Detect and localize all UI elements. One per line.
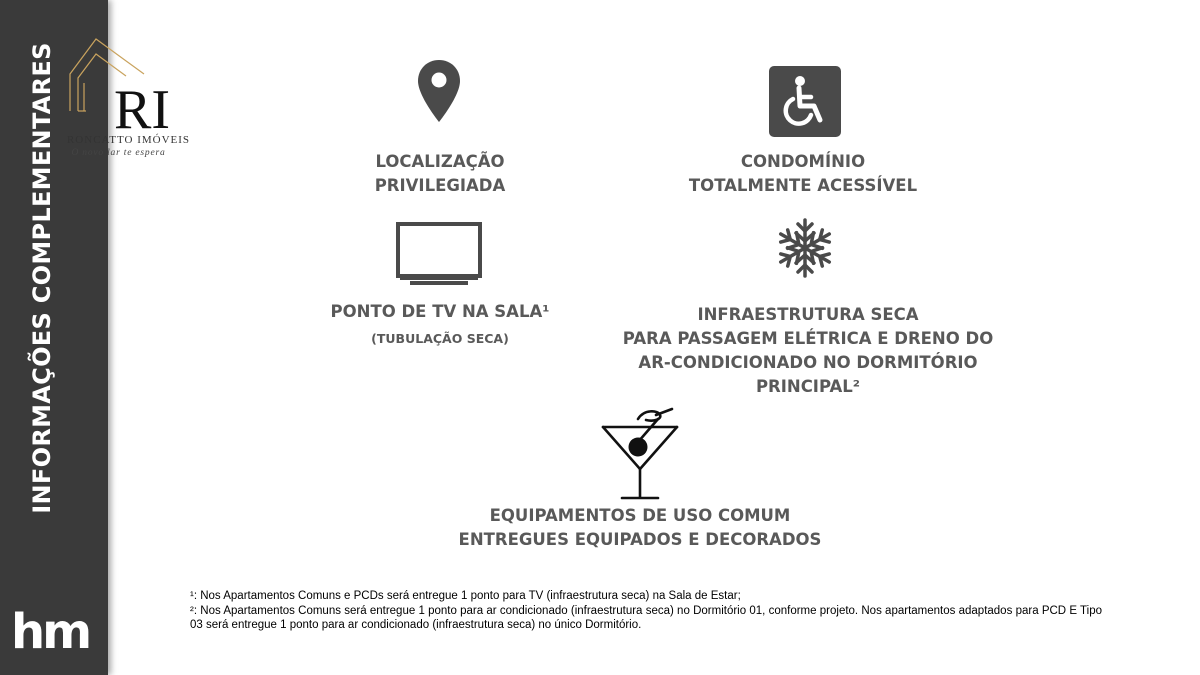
feature-location-label: LOCALIZAÇÃO PRIVILEGIADA — [374, 152, 506, 195]
sidebar-title: INFORMAÇÕES COMPLEMENTARES — [28, 42, 56, 514]
brand-logo — [56, 36, 206, 166]
brand-name: RONCATTO IMÓVEIS — [66, 134, 191, 146]
brand-monogram-text: RI — [114, 79, 170, 136]
brand-monogram — [56, 36, 206, 136]
footnote-2: ²: Nos Apartamentos Comuns será entregue 1 ponto para ar condicionado (infraestrutura seca) no Dormitório 01, conforme projeto. Nos apartamentos adaptados para PCD E Tipo 03 será entregue 1 ponto para ar condicionado (infraestrutura seca) no único Dormitório. — [190, 604, 1102, 631]
hm-logo: hm — [11, 604, 90, 660]
footnotes — [190, 589, 1102, 633]
snowflake-icon — [775, 217, 835, 279]
feature-infra-label: INFRAESTRUTURA SECA PARA PASSAGEM ELÉTRICA E DRENO DO AR-CONDICIONADO NO DORMITÓRIO PRINCIPAL² — [622, 305, 994, 396]
wheelchair-accessible-icon — [769, 66, 841, 137]
feature-tv-label: PONTO DE TV NA SALA¹ — [330, 302, 550, 321]
location-pin-icon — [416, 58, 462, 124]
feature-tv-sub: (TUBULAÇÃO SECA) — [371, 331, 509, 346]
cocktail-glass-icon — [600, 407, 680, 501]
tv-icon — [396, 222, 482, 287]
footnote-1: ¹: Nos Apartamentos Comuns e PCDs será entregue 1 ponto para TV (infraestrutura seca) na Sala de Estar; — [190, 590, 741, 602]
brand-slogan: O novo lar te espera — [71, 148, 166, 158]
feature-accessibility-label: CONDOMÍNIO TOTALMENTE ACESSÍVEL — [688, 152, 918, 195]
feature-equipment-label: EQUIPAMENTOS DE USO COMUM ENTREGUES EQUIPADOS E DECORADOS — [458, 506, 822, 549]
